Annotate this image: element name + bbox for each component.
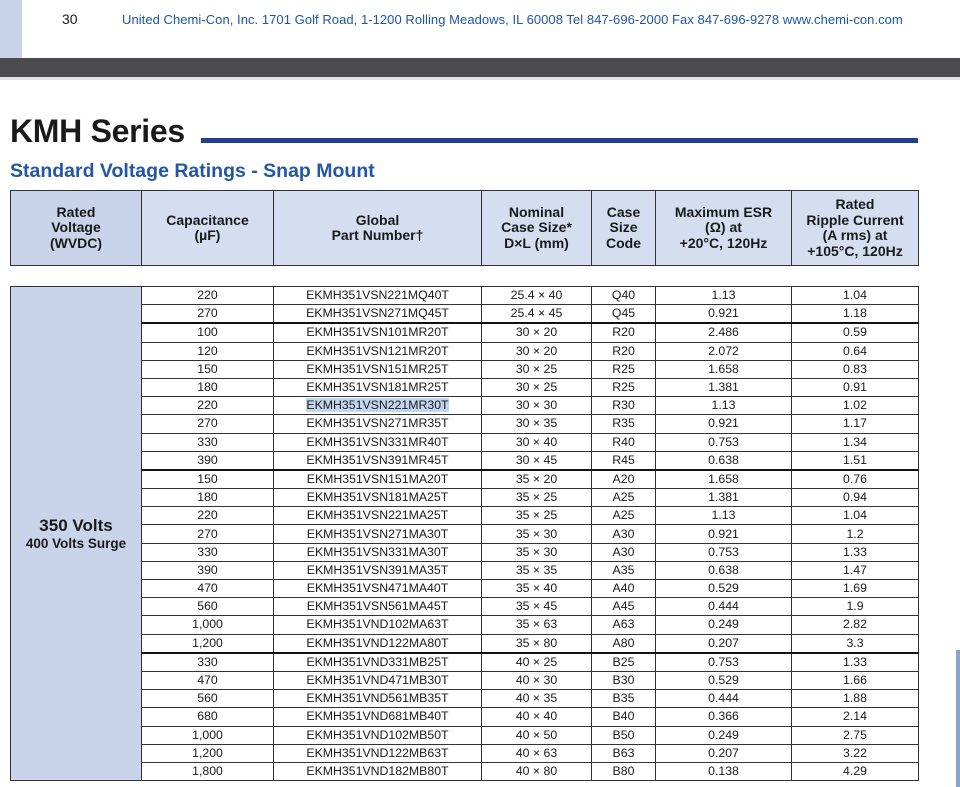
capacitance-cell: 120 <box>142 342 274 360</box>
case-size-cell: 25.4 × 45 <box>482 305 592 324</box>
esr-cell: 1.13 <box>656 397 792 415</box>
part-number-cell <box>274 397 482 415</box>
capacitance-cell: 1,200 <box>142 634 274 653</box>
table-row <box>11 580 919 598</box>
capacitance-cell: 560 <box>142 690 274 708</box>
capacitance-cell: 470 <box>142 580 274 598</box>
part-number-cell: EKMH351VND102MA63T <box>274 616 482 634</box>
esr-cell: 0.921 <box>656 415 792 433</box>
case-code-cell: R20 <box>592 342 656 360</box>
capacitance-cell: 220 <box>142 397 274 415</box>
voltage-rating: 350 Volts <box>39 515 113 535</box>
ripple-current-cell: 1.04 <box>792 287 919 305</box>
table-row <box>11 726 919 744</box>
case-code-cell: A63 <box>592 616 656 634</box>
ripple-current-cell: 3.22 <box>792 744 919 762</box>
table-row <box>11 616 919 634</box>
capacitance-cell: 180 <box>142 378 274 396</box>
case-code-cell: B30 <box>592 671 656 689</box>
table-row <box>11 690 919 708</box>
case-code-cell: B63 <box>592 744 656 762</box>
part-number-cell: EKMH351VSN181MR25T <box>274 378 482 396</box>
esr-cell: 0.921 <box>656 305 792 324</box>
capacitance-cell: 1,200 <box>142 744 274 762</box>
part-number-cell: EKMH351VSN391MR45T <box>274 451 482 470</box>
capacitance-cell: 150 <box>142 360 274 378</box>
table-row <box>11 671 919 689</box>
part-number-cell: EKMH351VSN181MA25T <box>274 489 482 507</box>
capacitance-cell: 220 <box>142 507 274 525</box>
part-number-cell: EKMH351VND561MB35T <box>274 690 482 708</box>
ripple-current-cell: 1.9 <box>792 598 919 616</box>
ripple-current-cell: 1.02 <box>792 397 919 415</box>
case-size-cell: 30 × 40 <box>482 433 592 451</box>
case-code-cell: B50 <box>592 726 656 744</box>
ripple-current-cell: 2.82 <box>792 616 919 634</box>
esr-cell: 0.638 <box>656 451 792 470</box>
part-number-cell: EKMH351VSN271MQ45T <box>274 305 482 324</box>
capacitance-cell: 560 <box>142 598 274 616</box>
case-code-cell: A30 <box>592 543 656 561</box>
ripple-current-cell: 3.3 <box>792 634 919 653</box>
table-row <box>11 598 919 616</box>
case-size-cell: 35 × 20 <box>482 470 592 489</box>
header-band <box>0 58 960 77</box>
table-row <box>11 342 919 360</box>
part-number-cell: EKMH351VSN331MA30T <box>274 543 482 561</box>
case-size-cell: 30 × 20 <box>482 323 592 342</box>
case-size-cell: 40 × 25 <box>482 653 592 672</box>
case-code-cell: B35 <box>592 690 656 708</box>
esr-cell: 0.207 <box>656 744 792 762</box>
case-code-cell: A80 <box>592 634 656 653</box>
part-number-cell: EKMH351VSN391MA35T <box>274 561 482 579</box>
ripple-current-cell: 2.75 <box>792 726 919 744</box>
case-code-cell: A20 <box>592 470 656 489</box>
capacitance-cell: 150 <box>142 470 274 489</box>
esr-cell: 0.638 <box>656 561 792 579</box>
title-rule <box>201 138 918 143</box>
capacitance-cell: 470 <box>142 671 274 689</box>
esr-cell: 0.138 <box>656 762 792 780</box>
table-row <box>11 287 919 305</box>
esr-cell: 0.366 <box>656 708 792 726</box>
case-code-cell: Q45 <box>592 305 656 324</box>
case-code-cell: A45 <box>592 598 656 616</box>
capacitance-cell: 270 <box>142 305 274 324</box>
case-size-cell: 35 × 40 <box>482 580 592 598</box>
header-band-shadow <box>0 77 960 80</box>
case-code-cell: A35 <box>592 561 656 579</box>
case-size-cell: 40 × 40 <box>482 708 592 726</box>
col-header-voltage: Rated Voltage (WVDC) <box>11 191 142 266</box>
highlighted-part-number: EKMH351VSN221MR30T <box>306 398 449 413</box>
case-code-cell: R35 <box>592 415 656 433</box>
capacitance-cell: 390 <box>142 561 274 579</box>
ripple-current-cell: 0.83 <box>792 360 919 378</box>
case-size-cell: 40 × 30 <box>482 671 592 689</box>
table-row <box>11 360 919 378</box>
table-row <box>11 470 919 489</box>
ripple-current-cell: 0.76 <box>792 470 919 489</box>
table-row <box>11 397 919 415</box>
esr-cell: 0.753 <box>656 653 792 672</box>
part-number-cell: EKMH351VSN221MQ40T <box>274 287 482 305</box>
part-number-cell: EKMH351VSN271MR35T <box>274 415 482 433</box>
case-code-cell: B40 <box>592 708 656 726</box>
capacitance-cell: 270 <box>142 525 274 543</box>
col-header-capacitance: Capacitance (µF) <box>142 191 274 266</box>
surge-rating: 400 Volts Surge <box>25 535 127 551</box>
case-size-cell: 35 × 30 <box>482 525 592 543</box>
contact-line: United Chemi-Con, Inc. 1701 Golf Road, 1-1200 Rolling Meadows, IL 60008 Tel 847-696-2000 Fax 847-696-9278 www.chemi-con.com <box>122 12 903 27</box>
ripple-current-cell: 1.33 <box>792 653 919 672</box>
table-row <box>11 433 919 451</box>
case-code-cell: A25 <box>592 507 656 525</box>
ripple-current-cell: 1.18 <box>792 305 919 324</box>
part-number-cell: EKMH351VSN221MA25T <box>274 507 482 525</box>
part-number-cell: EKMH351VND681MB40T <box>274 708 482 726</box>
ripple-current-cell: 1.51 <box>792 451 919 470</box>
case-size-cell: 35 × 25 <box>482 489 592 507</box>
part-number-cell: EKMH351VSN121MR20T <box>274 342 482 360</box>
capacitance-cell: 330 <box>142 543 274 561</box>
right-scroll-strip <box>956 650 960 787</box>
spec-table-header <box>10 190 919 266</box>
ripple-current-cell: 4.29 <box>792 762 919 780</box>
case-code-cell: R40 <box>592 433 656 451</box>
case-code-cell: R30 <box>592 397 656 415</box>
table-row <box>11 634 919 653</box>
case-code-cell: A25 <box>592 489 656 507</box>
ripple-current-cell: 1.88 <box>792 690 919 708</box>
table-row <box>11 507 919 525</box>
table-row <box>11 762 919 780</box>
esr-cell: 1.658 <box>656 470 792 489</box>
ripple-current-cell: 1.34 <box>792 433 919 451</box>
part-number-cell: EKMH351VND331MB25T <box>274 653 482 672</box>
esr-cell: 0.249 <box>656 616 792 634</box>
col-header-part-number: Global Part Number† <box>274 191 482 266</box>
ripple-current-cell: 0.91 <box>792 378 919 396</box>
ripple-current-cell: 1.04 <box>792 507 919 525</box>
ripple-current-cell: 0.64 <box>792 342 919 360</box>
part-number-cell: EKMH351VND182MB80T <box>274 762 482 780</box>
ripple-current-cell: 1.2 <box>792 525 919 543</box>
part-number-cell: EKMH351VSN151MR25T <box>274 360 482 378</box>
table-row <box>11 323 919 342</box>
case-code-cell: R25 <box>592 360 656 378</box>
case-code-cell: R20 <box>592 323 656 342</box>
case-size-cell: 35 × 30 <box>482 543 592 561</box>
page-number: 30 <box>62 11 78 27</box>
case-size-cell: 30 × 20 <box>482 342 592 360</box>
case-code-cell: A40 <box>592 580 656 598</box>
left-accent-strip <box>0 0 22 58</box>
esr-cell: 0.444 <box>656 598 792 616</box>
esr-cell: 0.753 <box>656 543 792 561</box>
spec-table-body <box>10 286 919 781</box>
case-code-cell: B25 <box>592 653 656 672</box>
case-code-cell: Q40 <box>592 287 656 305</box>
part-number-cell: EKMH351VSN561MA45T <box>274 598 482 616</box>
ripple-current-cell: 1.69 <box>792 580 919 598</box>
esr-cell: 0.529 <box>656 671 792 689</box>
esr-cell: 0.207 <box>656 634 792 653</box>
esr-cell: 2.486 <box>656 323 792 342</box>
capacitance-cell: 100 <box>142 323 274 342</box>
esr-cell: 0.444 <box>656 690 792 708</box>
esr-cell: 0.249 <box>656 726 792 744</box>
case-code-cell: R45 <box>592 451 656 470</box>
case-size-cell: 35 × 25 <box>482 507 592 525</box>
case-size-cell: 35 × 80 <box>482 634 592 653</box>
part-number-cell: EKMH351VND471MB30T <box>274 671 482 689</box>
table-row <box>11 708 919 726</box>
ripple-current-cell: 1.66 <box>792 671 919 689</box>
esr-cell: 0.921 <box>656 525 792 543</box>
table-row <box>11 744 919 762</box>
part-number-cell: EKMH351VSN101MR20T <box>274 323 482 342</box>
table-row <box>11 561 919 579</box>
table-row <box>11 451 919 470</box>
page-header <box>22 0 960 58</box>
case-size-cell: 30 × 45 <box>482 451 592 470</box>
series-title: KMH Series <box>10 113 185 149</box>
capacitance-cell: 330 <box>142 433 274 451</box>
capacitance-cell: 1,000 <box>142 616 274 634</box>
table-row <box>11 415 919 433</box>
table-row <box>11 653 919 672</box>
esr-cell: 1.381 <box>656 378 792 396</box>
case-size-cell: 35 × 45 <box>482 598 592 616</box>
case-code-cell: R25 <box>592 378 656 396</box>
col-header-esr: Maximum ESR (Ω) at +20°C, 120Hz <box>656 191 792 266</box>
esr-cell: 0.529 <box>656 580 792 598</box>
case-size-cell: 40 × 63 <box>482 744 592 762</box>
esr-cell: 2.072 <box>656 342 792 360</box>
esr-cell: 1.658 <box>656 360 792 378</box>
case-size-cell: 30 × 25 <box>482 360 592 378</box>
esr-cell: 1.13 <box>656 507 792 525</box>
capacitance-cell: 180 <box>142 489 274 507</box>
capacitance-cell: 270 <box>142 415 274 433</box>
part-number-cell: EKMH351VSN151MA20T <box>274 470 482 489</box>
case-size-cell: 40 × 50 <box>482 726 592 744</box>
section-subtitle: Standard Voltage Ratings - Snap Mount <box>10 160 375 182</box>
case-size-cell: 30 × 25 <box>482 378 592 396</box>
part-number-cell: EKMH351VSN471MA40T <box>274 580 482 598</box>
case-size-cell: 30 × 30 <box>482 397 592 415</box>
col-header-ripple: Rated Ripple Current (A rms) at +105°C, 120Hz <box>792 191 919 266</box>
case-size-cell: 35 × 63 <box>482 616 592 634</box>
ripple-current-cell: 1.47 <box>792 561 919 579</box>
capacitance-cell: 680 <box>142 708 274 726</box>
part-number-cell: EKMH351VND122MA80T <box>274 634 482 653</box>
case-code-cell: A30 <box>592 525 656 543</box>
table-row <box>11 489 919 507</box>
capacitance-cell: 330 <box>142 653 274 672</box>
part-number-cell: EKMH351VSN331MR40T <box>274 433 482 451</box>
ripple-current-cell: 1.33 <box>792 543 919 561</box>
part-number-cell: EKMH351VND122MB63T <box>274 744 482 762</box>
case-size-cell: 40 × 35 <box>482 690 592 708</box>
ripple-current-cell: 0.59 <box>792 323 919 342</box>
voltage-group-cell <box>11 287 142 781</box>
table-row <box>11 543 919 561</box>
part-number-cell: EKMH351VND102MB50T <box>274 726 482 744</box>
esr-cell: 0.753 <box>656 433 792 451</box>
table-row <box>11 378 919 396</box>
capacitance-cell: 220 <box>142 287 274 305</box>
capacitance-cell: 1,000 <box>142 726 274 744</box>
col-header-case-code: Case Size Code <box>592 191 656 266</box>
case-size-cell: 35 × 35 <box>482 561 592 579</box>
ripple-current-cell: 2.14 <box>792 708 919 726</box>
case-size-cell: 40 × 80 <box>482 762 592 780</box>
esr-cell: 1.13 <box>656 287 792 305</box>
col-header-case-size: Nominal Case Size* D×L (mm) <box>482 191 592 266</box>
ripple-current-cell: 0.94 <box>792 489 919 507</box>
capacitance-cell: 390 <box>142 451 274 470</box>
part-number-cell: EKMH351VSN271MA30T <box>274 525 482 543</box>
table-row <box>11 525 919 543</box>
case-size-cell: 30 × 35 <box>482 415 592 433</box>
case-code-cell: B80 <box>592 762 656 780</box>
case-size-cell: 25.4 × 40 <box>482 287 592 305</box>
esr-cell: 1.381 <box>656 489 792 507</box>
ripple-current-cell: 1.17 <box>792 415 919 433</box>
capacitance-cell: 1,800 <box>142 762 274 780</box>
table-row <box>11 305 919 324</box>
